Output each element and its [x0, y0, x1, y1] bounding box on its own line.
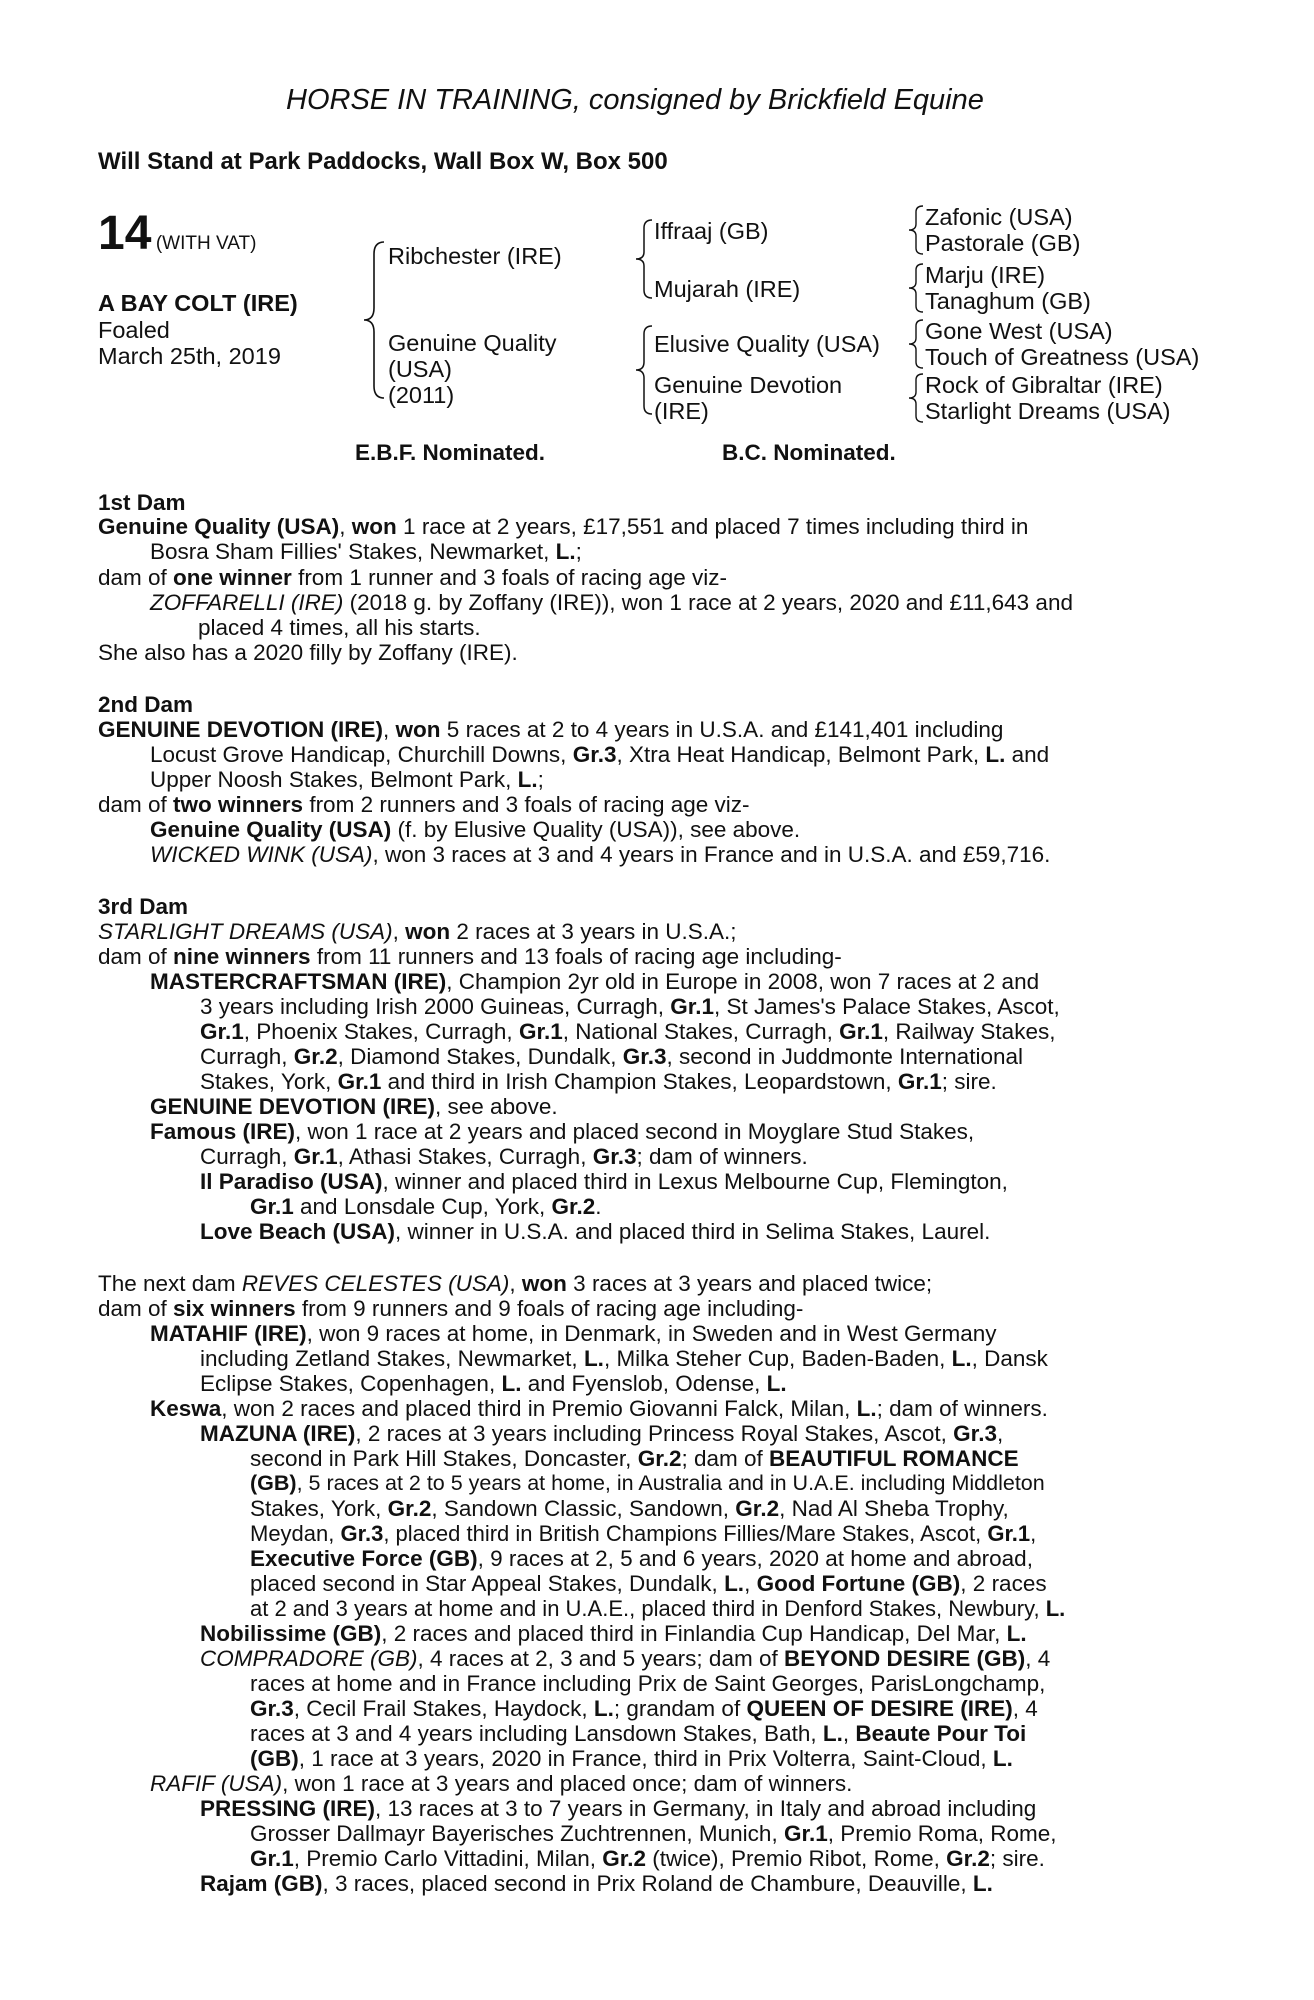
text: Locust Grove Handicap, Churchill Downs,	[150, 742, 573, 767]
horse-name: BEAUTIFUL ROMANCE	[769, 1446, 1019, 1471]
third-dam-line	[150, 969, 1039, 995]
winner-count: one winner	[173, 565, 292, 590]
grade: L.	[1045, 1596, 1066, 1621]
text: , 2 races	[960, 1571, 1047, 1596]
text: second in Park Hill Stakes, Doncaster,	[250, 1446, 638, 1471]
text: 5 races at 2 to 4 years in U.S.A. and £141,401 including	[440, 717, 1004, 742]
grade: L.	[822, 1721, 843, 1746]
text: , 2 races at 3 years including Princess Royal Stakes, Ascot,	[355, 1421, 954, 1446]
second-dam-line	[150, 842, 1050, 868]
ebf-nomination: E.B.F. Nominated.	[355, 440, 546, 465]
horse-name: MASTERCRAFTSMAN (IRE)	[150, 969, 447, 994]
text: Bosra Sham Fillies' Stakes, Newmarket,	[150, 539, 556, 564]
horse-name: STARLIGHT DREAMS (USA)	[98, 919, 393, 944]
grade: L.	[985, 742, 1006, 767]
grade: L.	[766, 1371, 787, 1396]
next-dam-line	[250, 1721, 1026, 1747]
third-dam-line	[250, 1194, 602, 1220]
pedigree-brace-main	[360, 240, 390, 400]
winner-count: nine winners	[173, 944, 311, 969]
pedigree-dam-dam-1: Genuine Devotion	[654, 372, 843, 398]
grade: L.	[724, 1571, 745, 1596]
horse-name: ZOFFARELLI (IRE)	[150, 590, 344, 615]
text: , won 1 race at 2 years and placed second in Moyglare Stud Stakes,	[295, 1119, 975, 1144]
next-dam-line: races at home and in France including Prix de Saint Georges, ParisLongchamp,	[250, 1671, 1046, 1696]
next-dam-line	[200, 1371, 787, 1397]
third-dam-line	[98, 919, 737, 945]
grade: Gr.3	[572, 742, 617, 767]
text: The next dam	[98, 1271, 242, 1296]
grade: L.	[972, 1871, 993, 1896]
pedigree-dam-1: Genuine Quality	[388, 330, 557, 356]
first-dam-heading: 1st Dam	[98, 490, 186, 515]
text: , 4	[1012, 1696, 1038, 1721]
horse-name: RAFIF (USA)	[150, 1771, 283, 1796]
horse-name: Beaute Pour Toi	[855, 1721, 1027, 1746]
grade: Gr.3	[622, 1044, 667, 1069]
second-dam-line	[150, 742, 1049, 768]
text: , 13 races at 3 to 7 years in Germany, in Italy and abroad including	[375, 1796, 1037, 1821]
text: ; sire.	[989, 1846, 1045, 1871]
text: ; dam of	[681, 1446, 770, 1471]
pedigree-sds: Marju (IRE)	[925, 262, 1046, 288]
text: dam of	[98, 792, 174, 817]
pedigree-sire: Ribchester (IRE)	[388, 243, 562, 269]
text: , Champion 2yr old in Europe in 2008, won 7 races at 2 and	[446, 969, 1040, 994]
pedigree-sss: Zafonic (USA)	[925, 204, 1073, 230]
grade: Gr.3	[250, 1696, 294, 1721]
grade: Gr.1	[200, 1019, 244, 1044]
grade: L.	[555, 539, 576, 564]
text: races at 3 and 4 years including Lansdown Stakes, Bath,	[250, 1721, 823, 1746]
winner-count: six winners	[173, 1296, 296, 1321]
text: , second in Juddmonte International	[666, 1044, 1023, 1069]
first-dam-line: placed 4 times, all his starts.	[198, 615, 481, 640]
text: from 1 runner and 3 foals of racing age viz-	[291, 565, 728, 590]
grade: L.	[1006, 1621, 1027, 1646]
text: Upper Noosh Stakes, Belmont Park,	[150, 767, 518, 792]
horse-name: Rajam (GB)	[200, 1871, 323, 1896]
pedigree-brace-sire	[632, 218, 656, 300]
text: ,	[842, 1721, 856, 1746]
pedigree-dss: Gone West (USA)	[925, 318, 1113, 344]
grade: Gr.2	[387, 1496, 432, 1521]
grade: L.	[501, 1371, 522, 1396]
text: ,	[509, 1271, 522, 1296]
horse-name: Famous (IRE)	[150, 1119, 296, 1144]
text: ,	[996, 1421, 1004, 1446]
horse-name: GENUINE DEVOTION (IRE)	[98, 717, 384, 742]
text: , Premio Carlo Vittadini, Milan,	[293, 1846, 603, 1871]
pedigree-brace-dam	[632, 324, 656, 416]
text: , Sandown Classic, Sandown,	[431, 1496, 736, 1521]
pedigree-dam-dam-2: (IRE)	[654, 398, 709, 424]
next-dam-line	[150, 1396, 1048, 1422]
third-dam-line	[150, 1094, 558, 1120]
horse-name: COMPRADORE (GB)	[200, 1646, 418, 1671]
text: , Cecil Frail Stakes, Haydock,	[293, 1696, 594, 1721]
text: and third in Irish Champion Stakes, Leopardstown,	[381, 1069, 898, 1094]
next-dam-line	[250, 1746, 1013, 1772]
text: , Phoenix Stakes, Curragh,	[243, 1019, 519, 1044]
horse-name: BEYOND DESIRE (GB)	[783, 1646, 1026, 1671]
text: , 2 races and placed third in Finlandia Cup Handicap, Del Mar,	[381, 1621, 1007, 1646]
text: , Premio Roma, Rome,	[827, 1821, 1057, 1846]
second-dam-line	[98, 792, 750, 818]
pedigree-ddd: Starlight Dreams (USA)	[925, 398, 1171, 424]
next-dam-line	[150, 1321, 997, 1347]
text: dam of	[98, 1296, 174, 1321]
text: from 11 runners and 13 foals of racing age including-	[310, 944, 842, 969]
pedigree-sdd: Tanaghum (GB)	[925, 288, 1091, 314]
text: , see above.	[435, 1094, 558, 1119]
text: , National Stakes, Curragh,	[562, 1019, 840, 1044]
foaled-date: March 25th, 2019	[98, 343, 281, 369]
text: ;	[575, 539, 582, 564]
text: , won 3 races at 3 and 4 years in France and in U.S.A. and £59,716.	[372, 842, 1051, 867]
second-dam-heading: 2nd Dam	[98, 692, 194, 717]
horse-name: Good Fortune (GB)	[756, 1571, 961, 1596]
text: and Lonsdale Cup, York,	[293, 1194, 552, 1219]
page-title: HORSE IN TRAINING, consigned by Brickfield Equine	[286, 84, 984, 116]
text: ,	[744, 1571, 757, 1596]
pedigree-brace-ds	[906, 318, 926, 370]
grade: Gr.2	[735, 1496, 780, 1521]
text: 1 race at 2 years, £17,551 and placed 7 times including third in	[396, 514, 1029, 539]
text: , winner and placed third in Lexus Melbourne Cup, Flemington,	[382, 1169, 1008, 1194]
first-dam-line	[150, 539, 582, 565]
text: Curragh,	[200, 1144, 294, 1169]
text: , won 1 race at 3 years and placed once; dam of winners.	[282, 1771, 853, 1796]
grade: Gr.2	[551, 1194, 596, 1219]
second-dam-line	[150, 817, 800, 843]
text: , 9 races at 2, 5 and 6 years, 2020 at home and abroad,	[477, 1546, 1033, 1571]
first-dam-line: She also has a 2020 filly by Zoffany (IRE).	[98, 640, 518, 665]
text: 3 races at 3 years and placed twice;	[566, 1271, 933, 1296]
horse-name: REVES CELESTES (USA)	[241, 1271, 510, 1296]
next-dam-line	[250, 1546, 1033, 1572]
won-text: won	[395, 717, 441, 742]
third-dam-line	[200, 1019, 1055, 1045]
next-dam-line	[98, 1296, 803, 1322]
second-dam-line: GENUINE DEVOTION (IRE), won 5 races at 2 to 4 years in U.S.A. and £141,401 including	[98, 717, 1004, 742]
text: , 4 races at 2, 3 and 5 years; dam of	[417, 1646, 784, 1671]
text: dam of	[98, 565, 174, 590]
text: , placed third in British Champions Fillies/Mare Stakes, Ascot,	[383, 1521, 988, 1546]
pedigree-dam-sire: Elusive Quality (USA)	[654, 331, 880, 357]
won-text: won	[521, 1271, 567, 1296]
horse-name: Keswa	[150, 1396, 222, 1421]
next-dam-line	[250, 1696, 1038, 1722]
text: ; dam of winners.	[876, 1396, 1048, 1421]
lot-header	[98, 206, 256, 261]
next-dam-line	[250, 1821, 1057, 1847]
third-dam-line	[98, 944, 842, 970]
pedigree-dam-2: (USA)	[388, 356, 452, 382]
text: at 2 and 3 years at home and in U.A.E., placed third in Denford Stakes, Newbury,	[250, 1596, 1046, 1621]
next-dam-line	[200, 1646, 1050, 1672]
text: Stakes, York,	[250, 1496, 388, 1521]
text: , St James's Palace Stakes, Ascot,	[714, 994, 1060, 1019]
text: and Fyenslob, Odense,	[521, 1371, 767, 1396]
horse-name: QUEEN OF DESIRE (IRE)	[746, 1696, 1013, 1721]
text: .	[595, 1194, 602, 1219]
text: , 3 races, placed second in Prix Roland de Chambure, Deauville,	[322, 1871, 973, 1896]
second-dam-line	[150, 767, 544, 793]
grade: Gr.1	[987, 1521, 1031, 1546]
next-dam-line	[250, 1521, 1036, 1547]
grade: Gr.1	[250, 1846, 294, 1871]
text: , Milka Steher Cup, Baden-Baden,	[603, 1346, 952, 1371]
third-dam-line	[200, 1144, 808, 1170]
third-dam-line	[200, 1044, 1023, 1070]
text: , 1 race at 3 years, 2020 in France, third in Prix Volterra, Saint-Cloud,	[298, 1746, 993, 1771]
grade: Gr.3	[340, 1521, 384, 1546]
text: , 5 races at 2 to 5 years at home, in Australia and in U.A.E. including Middleton	[296, 1471, 1045, 1495]
next-dam-line	[250, 1471, 1045, 1497]
text: , won 2 races and placed third in Premio Giovanni Falck, Milan,	[221, 1396, 857, 1421]
text: , won 9 races at home, in Denmark, in Sweden and in West Germany	[306, 1321, 997, 1346]
third-dam-line	[200, 1169, 1008, 1195]
next-dam-line	[250, 1496, 1009, 1522]
text: Curragh,	[200, 1044, 294, 1069]
third-dam-line	[200, 1219, 990, 1245]
next-dam-line	[250, 1846, 1045, 1872]
text: Meydan,	[250, 1521, 341, 1546]
grade: Gr.3	[953, 1421, 997, 1446]
grade: Gr.1	[518, 1019, 563, 1044]
next-dam-line	[250, 1446, 1019, 1472]
grade: L.	[517, 767, 538, 792]
lot-name: A BAY COLT (IRE)	[98, 290, 298, 316]
text: ;	[537, 767, 544, 792]
grade: Gr.1	[293, 1144, 338, 1169]
text: , Xtra Heat Handicap, Belmont Park,	[616, 742, 986, 767]
lot-number: 14	[98, 207, 152, 260]
text: , 4	[1025, 1646, 1051, 1671]
text: , Railway Stakes,	[882, 1019, 1056, 1044]
text: and	[1005, 742, 1050, 767]
grade: L.	[593, 1696, 614, 1721]
pedigree-dsd: Touch of Greatness (USA)	[925, 344, 1200, 370]
text: including Zetland Stakes, Newmarket,	[200, 1346, 584, 1371]
third-dam-line	[200, 994, 1060, 1020]
horse-name: Executive Force (GB)	[250, 1546, 478, 1571]
grade: L.	[583, 1346, 604, 1371]
text: 2 races at 3 years in U.S.A.;	[450, 919, 737, 944]
third-dam-heading: 3rd Dam	[98, 894, 189, 919]
first-dam-line	[98, 565, 727, 591]
stand-location: Will Stand at Park Paddocks, Wall Box W, Box 500	[98, 148, 668, 175]
text: ; grandam of	[613, 1696, 747, 1721]
pedigree-sire-sire: Iffraaj (GB)	[654, 218, 769, 244]
text: , Diamond Stakes, Dundalk,	[337, 1044, 623, 1069]
text: from 2 runners and 3 foals of racing age viz-	[303, 792, 750, 817]
horse-name: MAZUNA (IRE)	[200, 1421, 356, 1446]
horse-name: (GB)	[250, 1746, 299, 1771]
foaled-label: Foaled	[98, 317, 170, 343]
next-dam-line	[200, 1346, 1048, 1372]
text: placed second in Star Appeal Stakes, Dundalk,	[250, 1571, 725, 1596]
text: (2018 g. by Zoffany (IRE)), won 1 race at 2 years, 2020 and £11,643 and	[343, 590, 1073, 615]
horse-name: Genuine Quality (USA)	[98, 514, 340, 539]
grade: Gr.2	[293, 1044, 338, 1069]
horse-name: (GB)	[250, 1471, 297, 1495]
grade: Gr.1	[670, 994, 715, 1019]
grade: Gr.1	[897, 1069, 942, 1094]
winner-count: two winners	[173, 792, 304, 817]
grade: Gr.1	[337, 1069, 382, 1094]
bc-nomination: B.C. Nominated.	[722, 440, 896, 465]
next-dam-line	[250, 1596, 1065, 1622]
text: (f. by Elusive Quality (USA)), see above.	[391, 817, 801, 842]
grade: Gr.2	[946, 1846, 990, 1871]
first-dam-line: Genuine Quality (USA), won 1 race at 2 years, £17,551 and placed 7 times including third in	[98, 514, 1029, 539]
next-dam-line	[200, 1421, 1003, 1447]
horse-name: PRESSING (IRE)	[200, 1796, 376, 1821]
pedigree-brace-dd	[906, 372, 926, 424]
text: , Dansk	[971, 1346, 1048, 1371]
pedigree-brace-ss	[906, 204, 926, 256]
won-text: won	[351, 514, 397, 539]
grade: L.	[856, 1396, 877, 1421]
next-dam-line	[150, 1771, 852, 1797]
text: ,	[392, 919, 406, 944]
text: , winner in U.S.A. and placed third in Selima Stakes, Laurel.	[395, 1219, 991, 1244]
text: 3 years including Irish 2000 Guineas, Curragh,	[200, 994, 671, 1019]
pedigree-sire-dam: Mujarah (IRE)	[654, 276, 801, 302]
next-dam-line	[200, 1871, 993, 1897]
text: Eclipse Stakes, Copenhagen,	[200, 1371, 502, 1396]
horse-name: GENUINE DEVOTION (IRE)	[150, 1094, 436, 1119]
text: dam of	[98, 944, 174, 969]
pedigree-dds: Rock of Gibraltar (IRE)	[925, 372, 1163, 398]
pedigree-brace-sd	[906, 262, 926, 314]
pedigree-dam-3: (2011)	[388, 382, 455, 408]
grade: Gr.2	[637, 1446, 682, 1471]
vat-note: (WITH VAT)	[155, 233, 257, 254]
text: Stakes, York,	[200, 1069, 338, 1094]
grade: Gr.3	[592, 1144, 637, 1169]
horse-name: MATAHIF (IRE)	[150, 1321, 307, 1346]
text: ; dam of winners.	[636, 1144, 808, 1169]
text: from 9 runners and 9 foals of racing age including-	[295, 1296, 804, 1321]
grade: L.	[992, 1746, 1013, 1771]
pedigree-ssd: Pastorale (GB)	[925, 230, 1081, 256]
horse-name: WICKED WINK (USA)	[150, 842, 373, 867]
grade: Gr.1	[783, 1821, 828, 1846]
grade: Gr.1	[250, 1194, 294, 1219]
first-dam-line	[150, 590, 1073, 616]
third-dam-line	[200, 1069, 997, 1095]
next-dam-line	[250, 1571, 1047, 1597]
grade: Gr.1	[839, 1019, 883, 1044]
text: Grosser Dallmayr Bayerisches Zuchtrennen, Munich,	[250, 1821, 784, 1846]
won-text: won	[405, 919, 451, 944]
text: , Athasi Stakes, Curragh,	[337, 1144, 593, 1169]
horse-name: Nobilissime (GB)	[200, 1621, 382, 1646]
horse-name: Genuine Quality (USA)	[150, 817, 392, 842]
third-dam-line	[150, 1119, 974, 1145]
text: (twice), Premio Ribot, Rome,	[646, 1846, 947, 1871]
text: ; sire.	[941, 1069, 997, 1094]
next-dam-line	[200, 1796, 1036, 1822]
horse-name: Il Paradiso (USA)	[200, 1169, 383, 1194]
text: , Nad Al Sheba Trophy,	[779, 1496, 1009, 1521]
horse-name: Love Beach (USA)	[200, 1219, 396, 1244]
grade: Gr.2	[602, 1846, 647, 1871]
next-dam-line	[200, 1621, 1027, 1647]
text: ,	[1030, 1521, 1037, 1546]
next-dam-line	[98, 1271, 932, 1297]
grade: L.	[951, 1346, 972, 1371]
